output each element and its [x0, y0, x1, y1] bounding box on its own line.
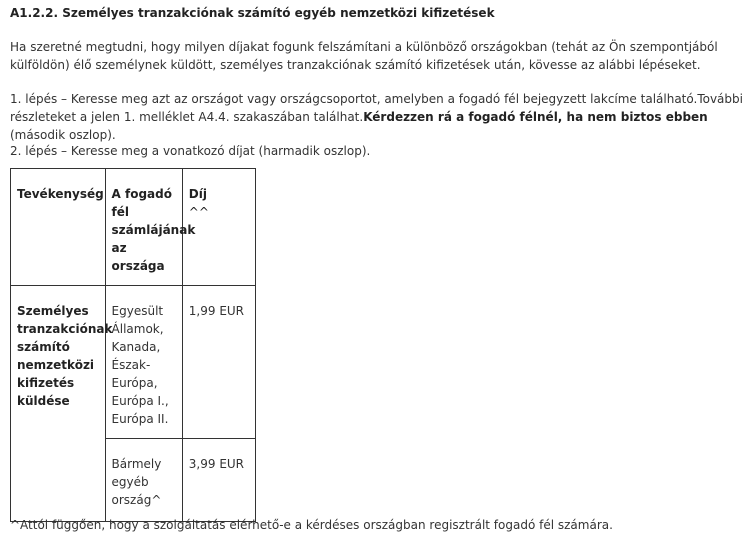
header-fee-note: ^^ [188, 205, 209, 219]
section-title: A1.2.2. Személyes tranzakciónak számító egyéb nemzetközi kifizetések [10, 6, 495, 20]
country-cell: Bármely egyéb ország^ [105, 439, 182, 522]
step-1-bold: Kérdezzen rá a fogadó félnél, ha nem biztos ebben [363, 110, 708, 124]
header-fee-label: Díj [188, 187, 207, 201]
fee-cell: 3,99 EUR [182, 439, 255, 522]
header-country: A fogadó fél számlájának az országa [105, 169, 182, 286]
activity-cell: Személyes tranzakciónak számító nemzetközi kifizetés küldése [11, 286, 106, 522]
header-activity: Tevékenység [11, 169, 106, 286]
table-header-row [11, 169, 256, 286]
step-2-paragraph: 2. lépés – Keresse meg a vonatkozó díjat (harmadik oszlop). [10, 144, 371, 158]
step-1-suffix: (második oszlop). [10, 128, 116, 142]
fee-table [10, 168, 256, 522]
table-row [11, 286, 256, 439]
step-1-paragraph [10, 90, 745, 144]
footnote: ^Attól függően, hogy a szolgáltatás elérhető-e a kérdéses országban regisztrált fogadó fél számára. [10, 518, 613, 532]
step-1-text: 1. lépés – Keresse meg azt az országot vagy országcsoportot, amelyben a fogadó fél bejegyzett lakcíme található.További részleteket a jelen 1. melléklet A4.4. szakaszában találhat. [10, 92, 743, 124]
country-cell: Egyesült Államok, Kanada, Észak-Európa, Európa I., Európa II. [105, 286, 182, 439]
intro-paragraph: Ha szeretné megtudni, hogy milyen díjakat fogunk felszámítani a különböző országokban (tehát az Ön szempontjából külföldön) élő személynek küldött, személyes tranzakciónak számító kifizetések után, kövesse az alábbi lépéseket. [10, 40, 718, 72]
fee-cell: 1,99 EUR [182, 286, 255, 439]
